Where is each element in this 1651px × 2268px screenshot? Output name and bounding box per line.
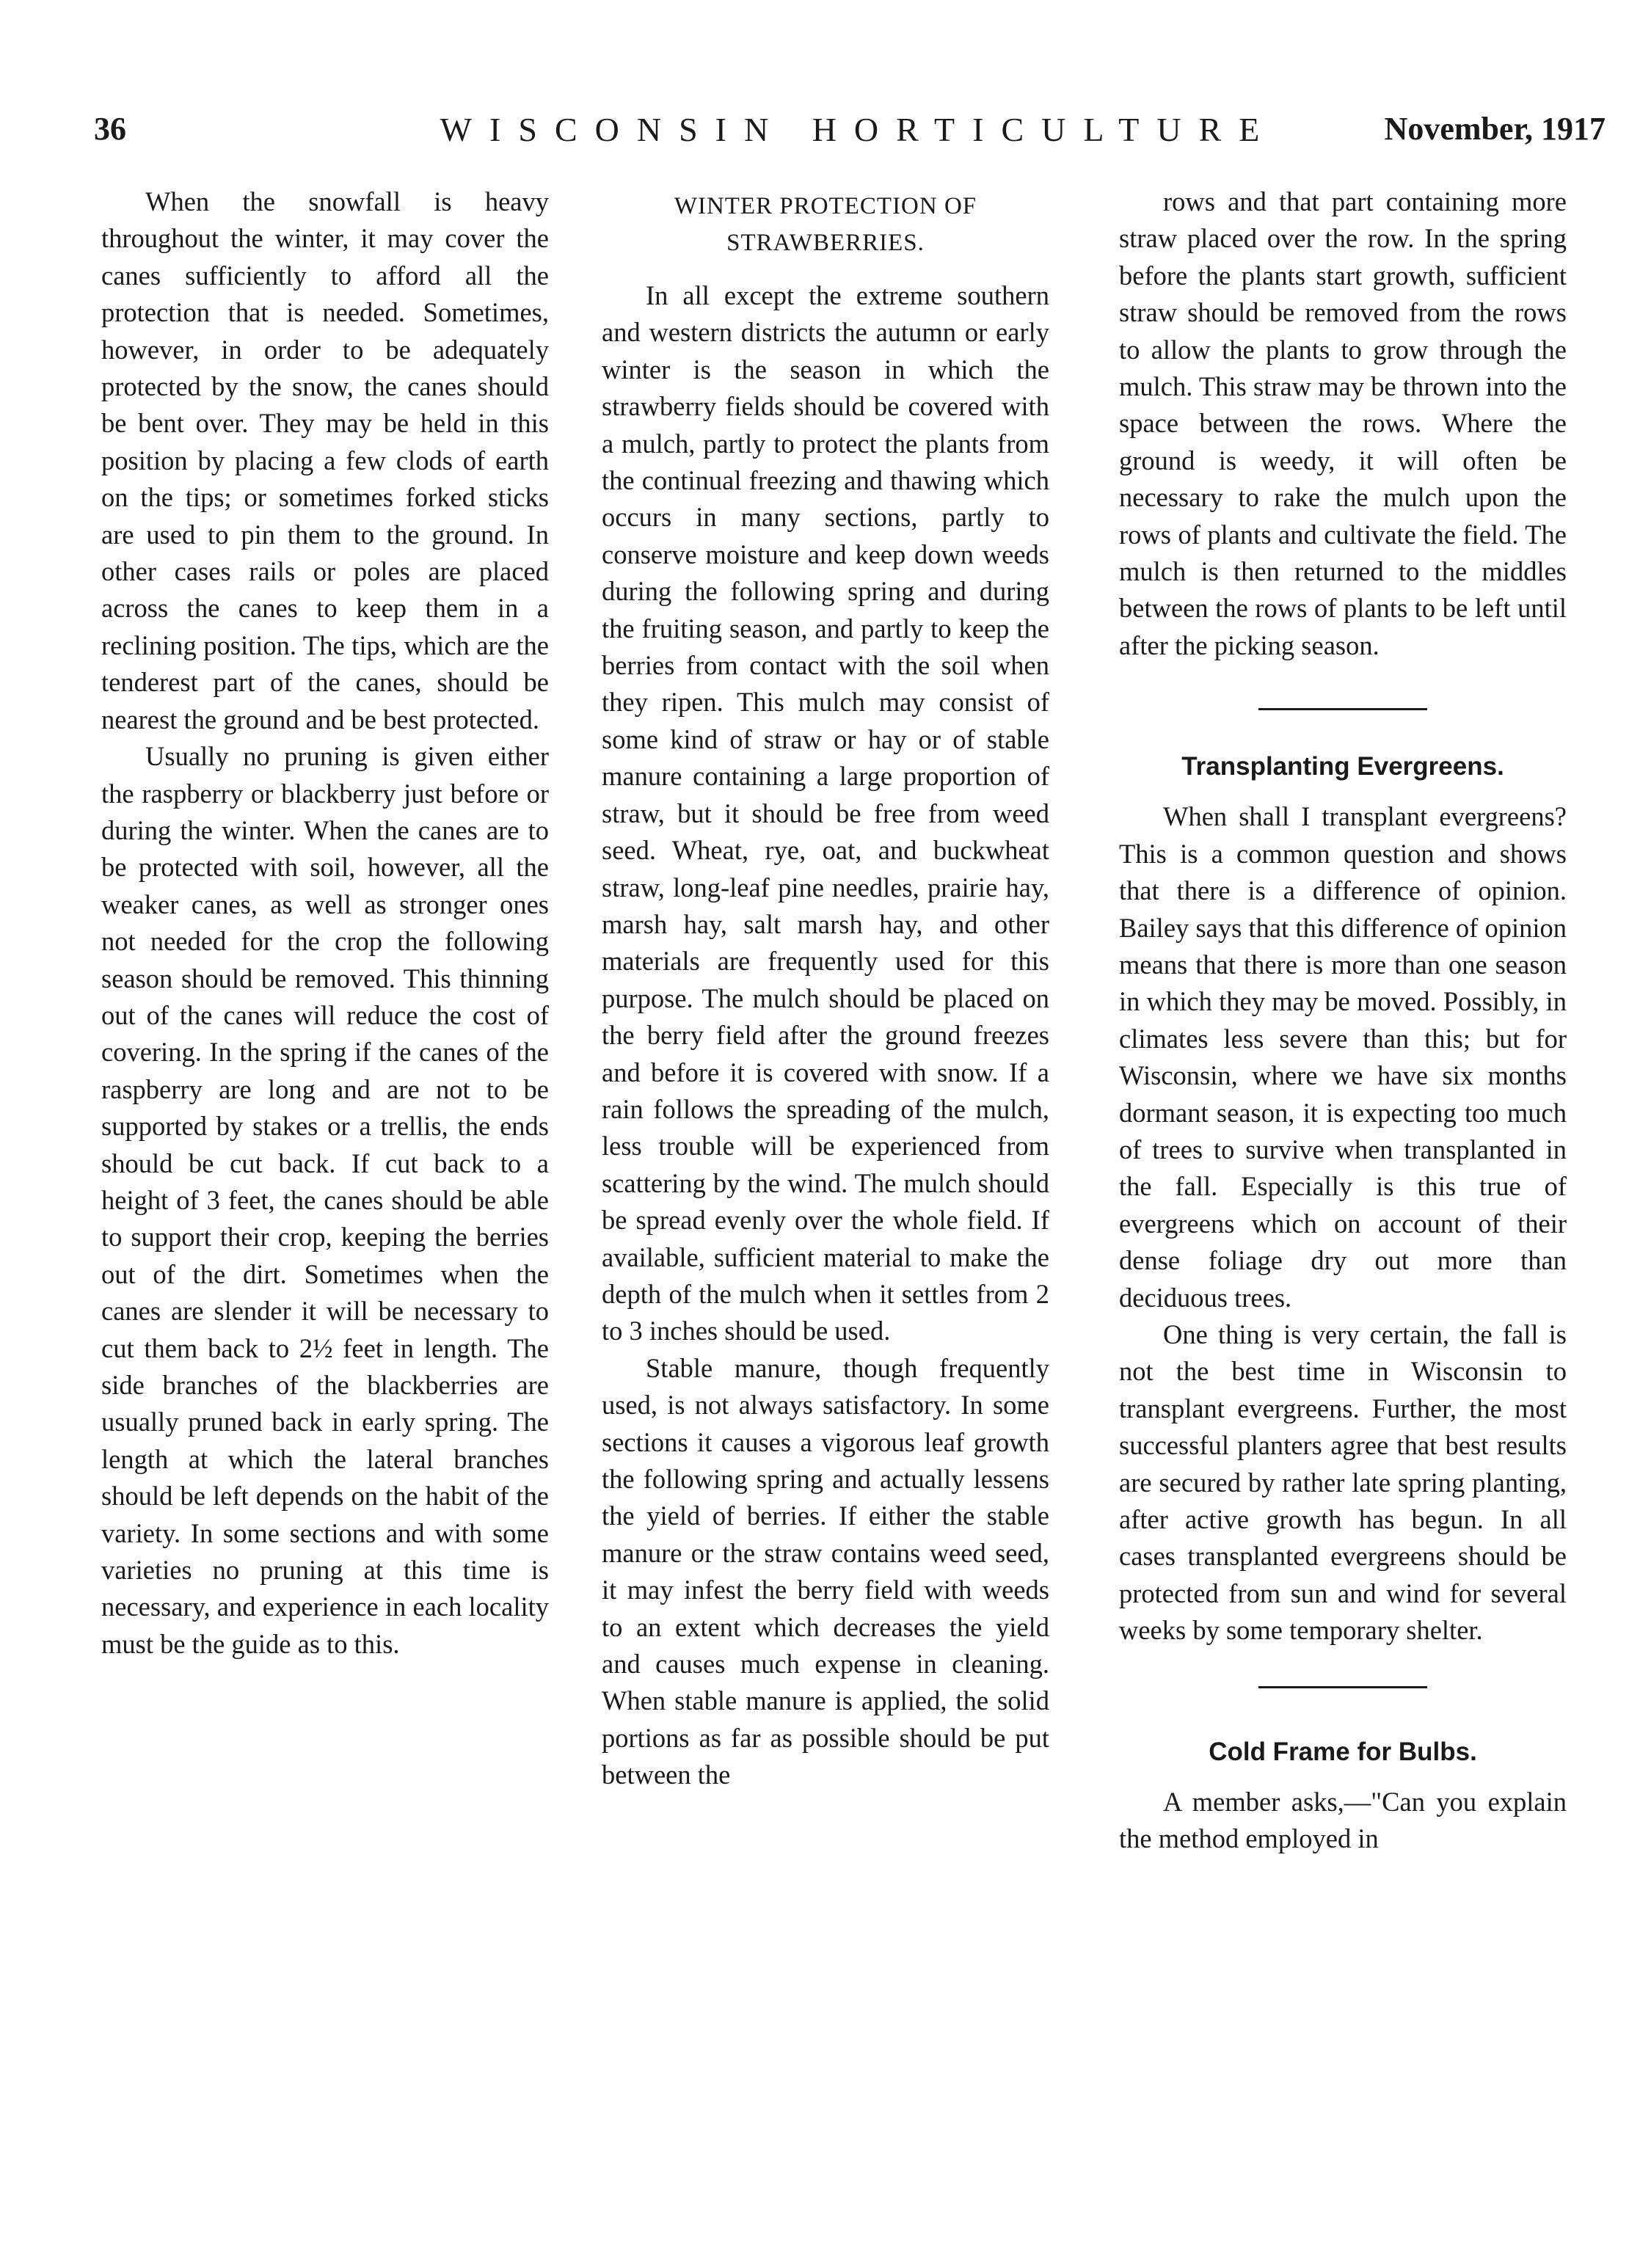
paragraph: Usually no pruning is given either the raspberry or blackberry just before or during the winter. When the canes are to be protected with soil, however, all the weaker canes, as well as stronger ones not needed for the crop the following season should be removed. This thinning out of the canes will reduce the cost of covering. In the spring if the canes of the raspberry are long and are not to be supported by stakes or a trellis, the ends should be cut back. If cut back to a height of 3 feet, the canes should be able to support their crop, keeping the berries out of the dirt. Sometimes when the canes are slender it will be necessary to cut them back to 2½ feet in length. The side branches of the blackberries are usually pruned back in early spring. The length at which the lateral branches should be left depends on the habit of the variety. In some sections and with some varieties no pruning at this time is necessary, and experience in each locality must be the guide as to this.	[101, 741, 549, 1659]
paragraph: Stable manure, though frequently used, is not always satisfactory. In some sections it causes a vigorous leaf growth the following spring and actually lessens the yield of berries. If either the stable manure or the straw contains weed seed, it may infest the berry field with weeds to an extent which decreases the yield and causes much expense in cleaning. When stable manure is applied, the solid portions as far as possible should be put between the	[602, 1352, 1049, 1790]
paragraph: One thing is very certain, the fall is not the best time in Wisconsin to transplant evergreens. Further, the most successful planters agree that best results are secured by rather late spring planting, after active growth has begun. In all cases transplanted evergreens should be protected from sun and wind for several weeks by some temporary shelter.	[1119, 1319, 1567, 1646]
issue-date: November, 1917	[1384, 111, 1606, 147]
column-left	[101, 183, 549, 1663]
paragraph: When shall I transplant evergreens? This is a common question and shows that there is a difference of opinion. Bailey says that this difference of opinion means that there is more than one season in which they may be moved. Possibly, in climates less severe than this; but for Wisconsin, where we have six months dormant season, it is expecting too much of trees to survive when transplanted in the fall. Especially is this true of evergreens which on account of their dense foliage dry out more than deciduous trees.	[1119, 801, 1567, 1313]
article-heading: WINTER PROTECTION OF STRAWBERRIES.	[674, 193, 977, 256]
section-divider	[1258, 708, 1427, 710]
paragraph: When the snowfall is heavy throughout the winter, it may cover the canes sufficiently to afford all the protection that is needed. Sometimes, however, in order to be adequately protected by the snow, the canes should be bent over. They may be held in this position by placing a few clods of earth on the tips; or sometimes forked sticks are used to pin them to the ground. In other cases rails or poles are placed across the canes to keep them in a reclining position. The tips, which are the tenderest part of the canes, should be nearest the ground and be best protected.	[101, 186, 549, 734]
paragraph: A member asks,—"Can you explain the method employed in	[1119, 1786, 1567, 1854]
journal-title: WISCONSIN HORTICULTURE	[440, 111, 1278, 148]
section-heading-evergreens: Transplanting Evergreens.	[1181, 752, 1504, 781]
paragraph: rows and that part containing more straw placed over the row. In the spring before the plants start growth, sufficient straw should be removed from the rows to allow the plants to grow through the mulch. This straw may be thrown into the space between the rows. Where the ground is weedy, it will often be necessary to rake the mulch upon the rows of plants and cultivate the field. The mulch is then returned to the middles between the rows of plants to be left until after the picking season.	[1119, 186, 1567, 660]
page-header	[94, 110, 1606, 161]
section-heading-cold-frame: Cold Frame for Bulbs.	[1209, 1737, 1477, 1766]
paragraph: In all except the extreme southern and western districts the autumn or early winter is the season in which the strawberry fields should be covered with a mulch, partly to protect the plants from the continual freezing and thawing which occurs in many sections, partly to conserve moisture and keep down weeds during the following spring and during the fruiting season, and partly to keep the berries from contact with the soil when they ripen. This mulch may consist of some kind of straw or hay or of stable manure containing a large proportion of straw, but it should be free from weed seed. Wheat, rye, oat, and buckwheat straw, long-leaf pine needles, prairie hay, marsh hay, salt marsh hay, and other materials are frequently used for this purpose. The mulch should be placed on the berry field after the ground freezes and before it is covered with snow. If a rain follows the spreading of the mulch, less trouble will be experienced from scattering by the wind. The mulch should be spread evenly over the whole field. If available, sufficient material to make the depth of the mulch when it settles from 2 to 3 inches should be used.	[602, 280, 1049, 1346]
column-right	[1119, 183, 1567, 1857]
page-number: 36	[94, 111, 126, 147]
column-middle	[602, 183, 1049, 1794]
section-divider	[1258, 1686, 1427, 1688]
